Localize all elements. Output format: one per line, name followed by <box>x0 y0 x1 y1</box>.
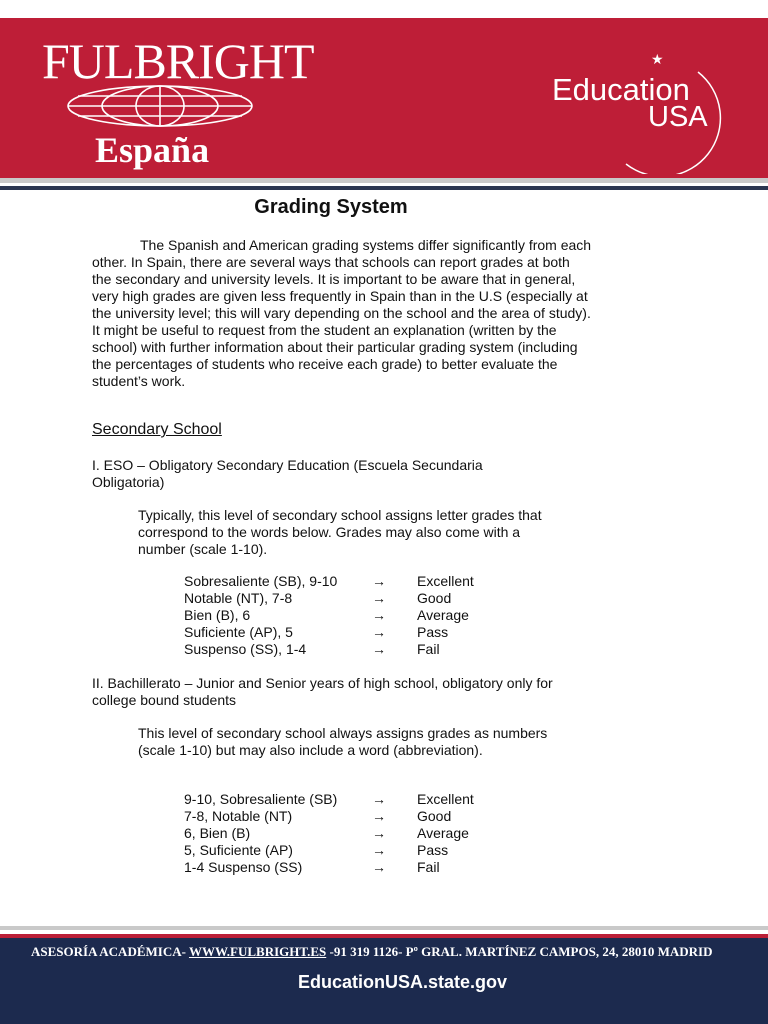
footer-contact-line <box>31 944 712 960</box>
eso-description: Typically, this level of secondary school assigns letter grades that correspond to the words below. Grades may also come with a number (scale 1-10). <box>138 507 542 557</box>
intro-paragraph <box>92 237 592 390</box>
footer-banner <box>0 938 768 1024</box>
grade-english: Excellent <box>417 573 474 589</box>
arrow-icon: → <box>372 842 386 858</box>
grade-spanish: Bien (B), 6 <box>184 607 251 623</box>
globe-icon <box>66 84 254 128</box>
grade-english: Pass <box>417 624 449 640</box>
grade-english: Good <box>417 590 452 606</box>
arrow-icon: → <box>372 825 386 841</box>
espana-logo-text: España <box>95 130 210 170</box>
arrow-icon: → <box>372 573 386 589</box>
arrow-icon: → <box>372 607 386 623</box>
grade-spanish: Suspenso (SS), 1-4 <box>184 641 307 657</box>
section-heading: Secondary School <box>92 421 222 438</box>
grade-english: Fail <box>417 641 440 657</box>
grade-spanish: 9-10, Sobresaliente (SB) <box>184 791 338 807</box>
grade-spanish: Notable (NT), 7-8 <box>184 590 293 606</box>
grade-english: Good <box>417 808 452 824</box>
grade-english: Fail <box>417 859 440 875</box>
fulbright-logo-text: FULBRIGHT <box>42 33 314 89</box>
grade-spanish: 6, Bien (B) <box>184 825 251 841</box>
header-divider-navy <box>0 186 768 190</box>
arrow-icon: → <box>372 590 386 606</box>
grade-english: Pass <box>417 842 449 858</box>
footer-website-link[interactable]: WWW.FULBRIGHT.ES <box>188 944 327 959</box>
grade-spanish: Sobresaliente (SB), 9-10 <box>184 573 338 589</box>
star-icon: ★ <box>651 51 664 67</box>
footer-site-link[interactable]: EducationUSA.state.gov <box>297 972 508 992</box>
grade-english: Average <box>417 607 469 623</box>
grade-english: Excellent <box>417 791 474 807</box>
grade-spanish: 7-8, Notable (NT) <box>184 808 293 824</box>
arrow-icon: → <box>372 808 386 824</box>
grade-spanish: 1-4 Suspenso (SS) <box>184 859 303 875</box>
page-title: Grading System <box>254 196 408 218</box>
grade-spanish: 5, Suficiente (AP) <box>184 842 293 858</box>
arrow-icon: → <box>372 859 386 875</box>
footer-label: ASESORÍA ACADÉMICA- <box>31 944 186 959</box>
arrow-icon: → <box>372 641 386 657</box>
bachillerato-heading: II. Bachillerato – Junior and Senior years of high school, obligatory only for college bound students <box>92 675 553 708</box>
usa-logo-text: USA <box>648 101 708 133</box>
arrow-icon: → <box>372 791 386 807</box>
education-logo-text: Education <box>552 72 690 107</box>
grade-spanish: Suficiente (AP), 5 <box>184 624 293 640</box>
bachillerato-description: This level of secondary school always assigns grades as numbers (scale 1-10) but may also include a word (abbreviation). <box>138 725 548 758</box>
eso-heading: I. ESO – Obligatory Secondary Education (Escuela Secundaria Obligatoria) <box>92 457 483 490</box>
arrow-icon: → <box>372 624 386 640</box>
intro-text: The Spanish and American grading systems differ significantly from each other. In Spain, there are several ways that schools can report grades at both the secondary and university levels. It is important to be aware that in general, very high grades are given less frequently in Spain than in the U.S (especially at the university level; this will vary depending on the school and the area of study). It might be useful to request from the student an explanation (written by the school) with further information about their particular grading system (including the percentages of students who receive each grade) to better evaluate the student’s work. <box>92 237 592 389</box>
footer-address: -91 319 1126- Pº GRAL. MARTÍNEZ CAMPOS, 24, 28010 MADRID <box>329 944 713 959</box>
grade-english: Average <box>417 825 469 841</box>
header-banner <box>0 18 768 178</box>
